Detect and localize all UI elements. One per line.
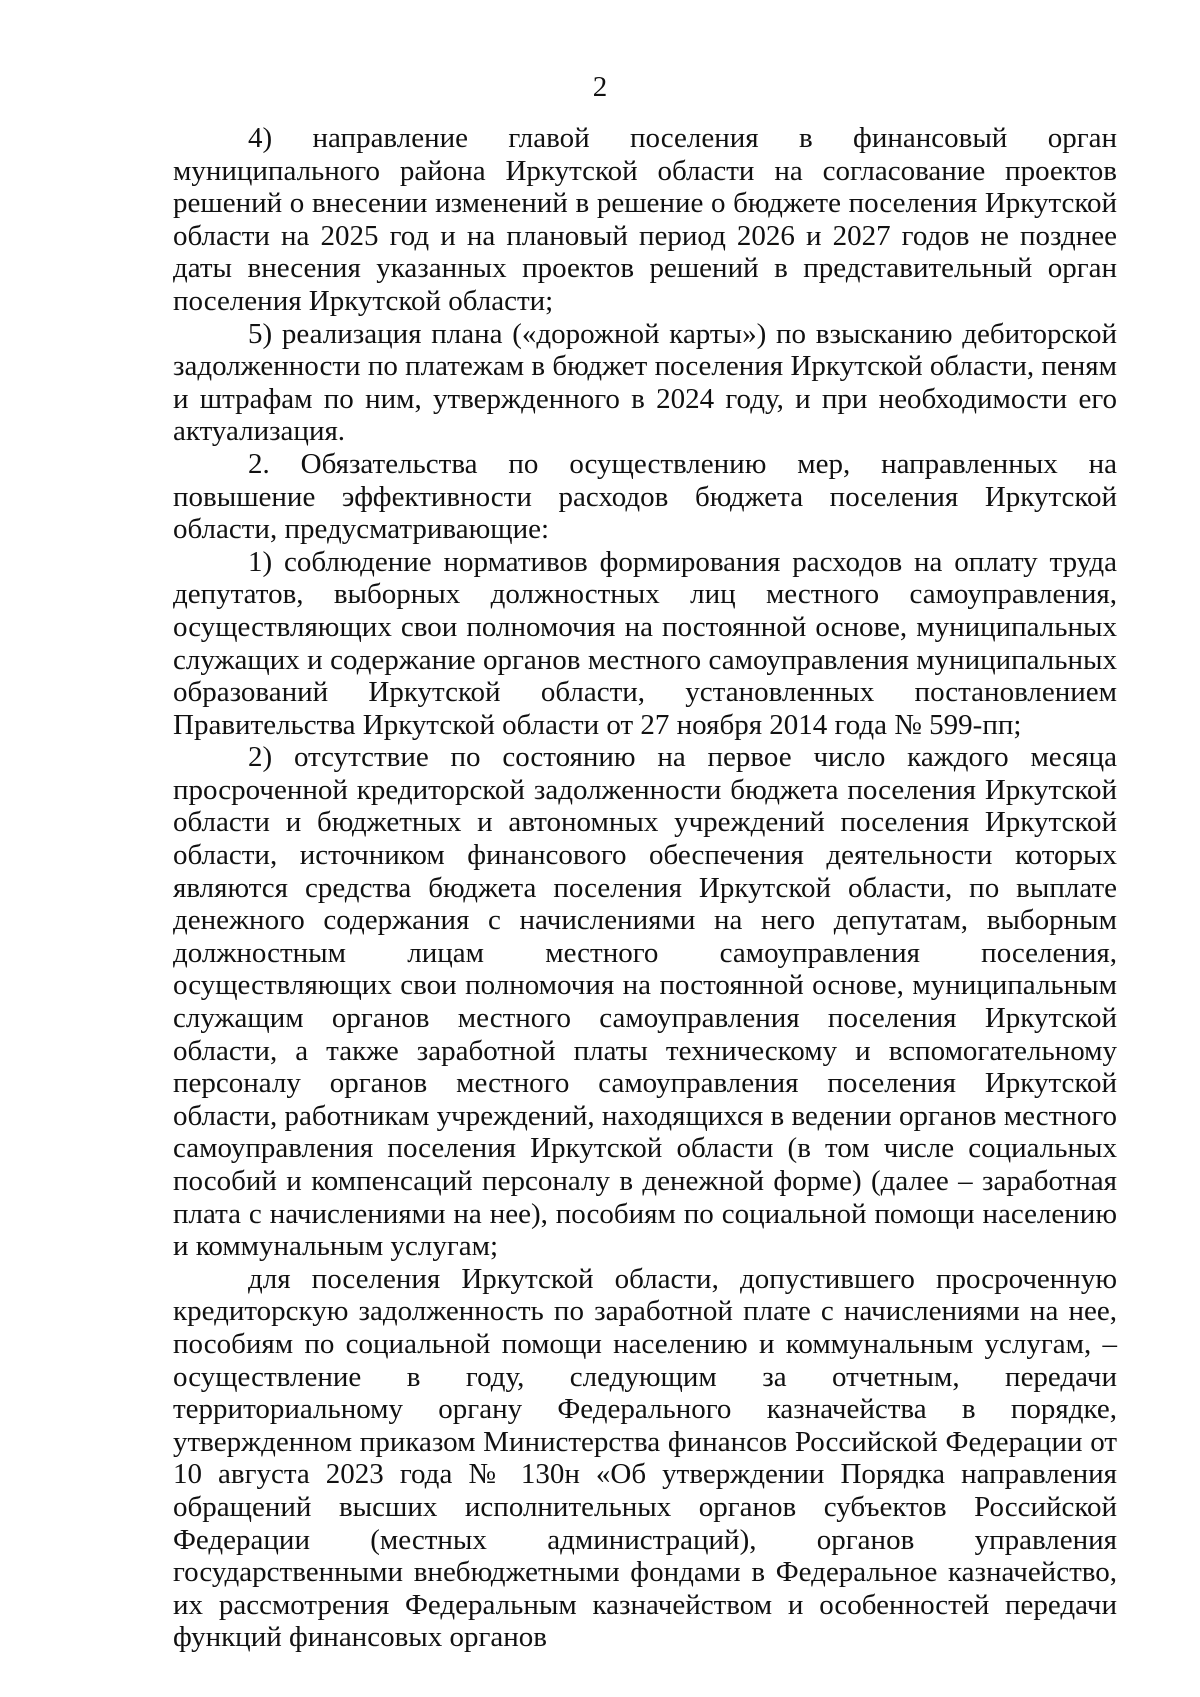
paragraph-item-4: 4) направление главой поселения в финансовый орган муниципального района Иркутской области на согласование проектов решений о внесении изменений в решение о бюджете поселения Иркутской области на 2025 год и на плановый период 2026 и 2027 годов не позднее даты внесения указанных проектов решений в представительный орган поселения Иркутской области; [173, 122, 1117, 317]
page-number: 2 [592, 71, 608, 103]
paragraph-continuation: для поселения Иркутской области, допустившего просроченную кредиторскую задолженность по заработной плате с начислениями на нее, пособиям по социальной помощи населению и коммунальным услугам, – осуществление в году, следующим за отчетным, передачи территориальному органу Федерального казначейства в порядке, утвержденном приказом Министерства финансов Российской Федерации от 10 августа 2023 года № 130н «Об утверждении Порядка направления обращений высших исполнительных органов субъектов Российской Федерации (местных администраций), органов управления государственными внебюджетными фондами в Федеральное казначейство, их рассмотрения Федеральным казначейством и особенностей передачи функций финансовых органов [173, 1262, 1117, 1654]
paragraph-item-2: 2) отсутствие по состоянию на первое число каждого месяца просроченной кредиторской задолженности бюджета поселения Иркутской области и бюджетных и автономных учреждений поселения Иркутской области, источником финансового обеспечения деятельности которых являются средства бюджета поселения Иркутской области, по выплате денежного содержания с начислениями на него депутатам, выборным должностным лицам местного самоуправления поселения, осуществляющих свои полномочия на постоянной основе, муниципальным служащим органов местного самоуправления поселения Иркутской области, а также заработной платы техническому и вспомогательному персоналу органов местного самоуправления поселения Иркутской области, работникам учреждений, находящихся в ведении органов местного самоуправления поселения Иркутской области (в том числе социальных пособий и компенсаций персоналу в денежной форме) (далее – заработная плата с начислениями на нее), пособиям по социальной помощи населению и коммунальным услугам; [173, 741, 1117, 1263]
paragraph-item-5: 5) реализация плана («дорожной карты») по взысканию дебиторской задолженности по платежам в бюджет поселения Иркутской области, пеням и штрафам по ним, утвержденного в 2024 году, и при необходимости его актуализация. [173, 317, 1117, 448]
paragraph-item-1: 1) соблюдение нормативов формирования расходов на оплату труда депутатов, выборных должностных лиц местного самоуправления, осуществляющих свои полномочия на постоянной основе, муниципальных служащих и содержание органов местного самоуправления муниципальных образований Иркутской области, установленных постановлением Правительства Иркутской области от 27 ноября 2014 года № 599-пп; [173, 545, 1117, 741]
paragraph-section-2: 2. Обязательства по осуществлению мер, направленных на повышение эффективности расходов бюджета поселения Иркутской области, предусматривающие: [173, 447, 1117, 546]
document-body [173, 122, 1117, 1654]
